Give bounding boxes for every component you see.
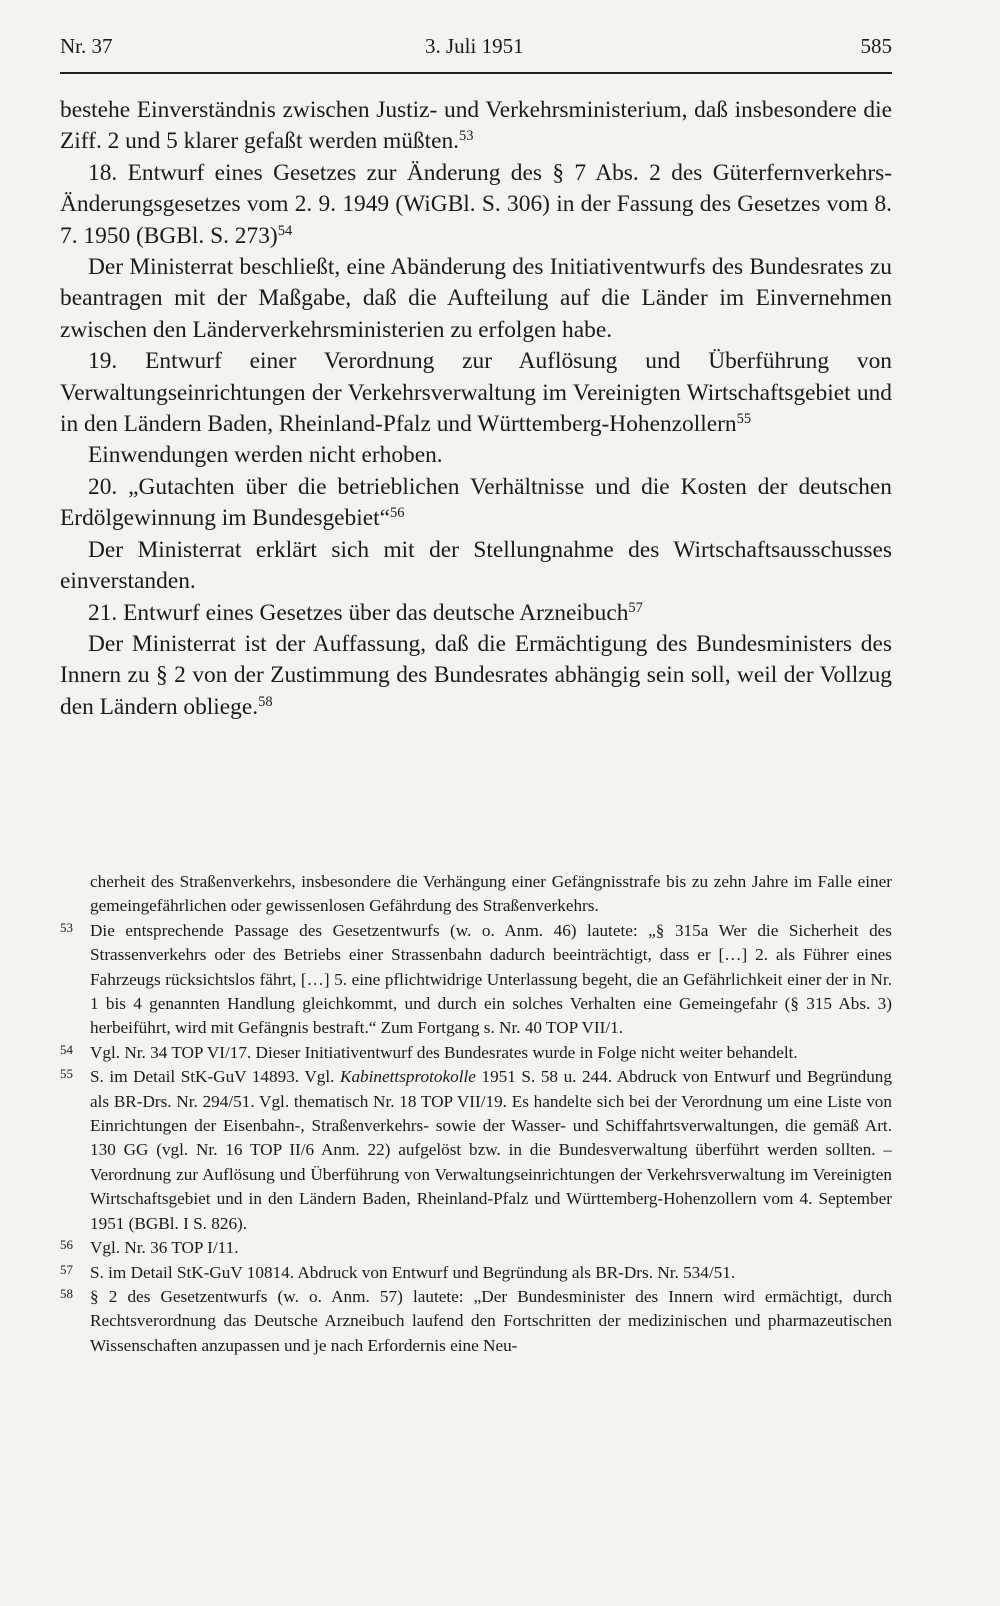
footnote-number: 54 bbox=[60, 1041, 73, 1057]
footnote-57 bbox=[60, 1261, 892, 1285]
footnote-56 bbox=[60, 1236, 892, 1260]
agenda-item-20-decision: Der Ministerrat erklärt sich mit der Stellungnahme des Wirtschaftsausschusses einverstanden. bbox=[60, 536, 892, 595]
header-date: 3. Juli 1951 bbox=[425, 34, 524, 58]
agenda-item-19-decision: Einwendungen werden nicht erhoben. bbox=[88, 442, 443, 469]
footnote-ref: 54 bbox=[277, 222, 293, 239]
footnote-italic-title: Kabinettsprotokolle bbox=[340, 1067, 476, 1087]
paragraph bbox=[60, 95, 892, 158]
footnote-continuation: cherheit des Straßenverkehrs, insbesondere die Verhängung einer Gefängnisstrafe bis zu zehn Jahre im Falle einer gemeingefährlichen oder gewissenlosen Gefährdung des Straßenverkehrs. bbox=[90, 872, 892, 916]
footnote-number: 57 bbox=[60, 1261, 73, 1277]
footnote-ref: 57 bbox=[628, 599, 643, 616]
agenda-item-18-decision: Der Ministerrat beschließt, eine Abänderung des Initiativentwurfs des Bundesrates zu beantragen mit der Maßgabe, daß die Aufteilung auf die Länder im Einvernehmen zwischen den Länderverkehrsministerien zu erfolgen habe. bbox=[60, 254, 892, 343]
footnote-text: Vgl. Nr. 36 TOP I/11. bbox=[90, 1238, 239, 1258]
footnote-text: 1951 S. 58 u. 244. Abdruck von Entwurf und Begründung als BR-Drs. Nr. 294/51. Vgl. thematisch Nr. 18 TOP VII/19. Es handelte sich bei der Verordnung um eine Liste von Einrichtungen der Eisenbahn-, Straßenverkehrs- sowie der Wasser- und Schiffahrtsverwaltungen, die gemäß Art. 130 GG (vgl. Nr. 16 TOP II/6 Anm. 22) aufgelöst bzw. in die Bundesverwaltung überführt werden sollten. – Verordnung zur Auflösung und Überführung von Verwaltungseinrichtungen der Verkehrsverwaltung im Vereinigten Wirtschaftsgebiet und in den Ländern Baden, Rheinland-Pfalz und Württemberg-Hohenzollern vom 4. September 1951 (BGBl. I S. 826). bbox=[90, 1067, 892, 1233]
footnote-number: 58 bbox=[60, 1285, 73, 1301]
agenda-item-18 bbox=[60, 158, 892, 252]
footnote-58 bbox=[60, 1285, 892, 1358]
agenda-item-21-decision bbox=[60, 629, 892, 723]
footnote-54 bbox=[60, 1041, 892, 1065]
agenda-item-19 bbox=[60, 346, 892, 440]
footnote-text: S. im Detail StK-GuV 14893. Vgl. bbox=[90, 1067, 340, 1087]
agenda-item-title: 21. Entwurf eines Gesetzes über das deutsche Arzneibuch bbox=[88, 599, 629, 626]
paragraph-text: bestehe Einverständnis zwischen Justiz- und Verkehrsministerium, daß insbesondere die Ziff. 2 und 5 klarer gefaßt werden müßten. bbox=[60, 97, 892, 155]
running-header bbox=[60, 34, 892, 70]
footnote-ref: 53 bbox=[459, 128, 474, 145]
footnote-ref: 56 bbox=[390, 505, 405, 522]
footnote-text: Die entsprechende Passage des Gesetzentwurfs (w. o. Anm. 46) lautete: „§ 315a Wer die Sicherheit des Strassenverkehrs oder des Betriebs einer Strassenbahn dadurch beeinträchtigt, dass er […] 2. als Führer eines Fahrzeugs rücksichtslos fährt, […] 5. eine pflichtwidrige Unterlassung begeht, die an Gefährlichkeit einer der in Nr. 1 bis 4 genannten Handlung gleichkommt, und durch ein solches Verhalten eine Gemeingefahr (§ 315 Abs. 3) herbeiführt, wird mit Gefängnis bestraft.“ Zum Fortgang s. Nr. 40 TOP VII/1. bbox=[90, 920, 892, 1038]
footnotes bbox=[60, 870, 892, 1358]
footnote-55 bbox=[60, 1065, 892, 1236]
header-rule bbox=[60, 72, 892, 74]
footnote-text: S. im Detail StK-GuV 10814. Abdruck von Entwurf und Begründung als BR-Drs. Nr. 534/51. bbox=[90, 1262, 736, 1282]
footnote-53 bbox=[60, 919, 892, 1041]
agenda-item-20 bbox=[60, 472, 892, 535]
footnote-text: Vgl. Nr. 34 TOP VI/17. Dieser Initiativentwurf des Bundesrates wurde in Folge nicht weiter behandelt. bbox=[90, 1042, 798, 1062]
footnote-ref: 55 bbox=[736, 411, 752, 428]
footnote-number: 53 bbox=[60, 919, 73, 935]
agenda-item-title: 20. „Gutachten über die betrieblichen Verhältnisse und die Kosten der deutschen Erdölgewinnung im Bundesgebiet“ bbox=[60, 473, 892, 532]
agenda-item-title: 19. Entwurf einer Verordnung zur Auflösung und Überführung von Verwaltungseinrichtungen der Verkehrsverwaltung im Vereinigten Wirtschaftsgebiet und in den Ländern Baden, Rheinland-Pfalz und Württemberg-Hohenzollern bbox=[60, 348, 892, 438]
main-text bbox=[60, 95, 892, 723]
footnote-ref: 58 bbox=[258, 693, 273, 710]
footnote-text: § 2 des Gesetzentwurfs (w. o. Anm. 57) lautete: „Der Bundesminister des Innern wird ermächtigt, durch Rechtsverordnung das Deutsche Arzneibuch laufend den Fortschritten der medizinischen und pharmazeutischen Wissenschaften anzupassen und je nach Erfordernis eine Neu- bbox=[90, 1286, 892, 1355]
decision-text: Der Ministerrat ist der Auffassung, daß die Ermächtigung des Bundesministers des Innern zu § 2 von der Zustimmung des Bundesrates abhängig sein soll, weil der Vollzug den Ländern obliege. bbox=[60, 630, 892, 720]
agenda-item-title: 18. Entwurf eines Gesetzes zur Änderung des § 7 Abs. 2 des Güterfernverkehrs-Änderungsgesetzes vom 2. 9. 1949 (WiGBl. S. 306) in der Fassung des Gesetzes vom 8. 7. 1950 (BGBl. S. 273) bbox=[60, 159, 892, 249]
agenda-item-21 bbox=[60, 598, 892, 629]
footnote-number: 55 bbox=[60, 1066, 73, 1082]
footnote-number: 56 bbox=[60, 1237, 73, 1253]
page-number: 585 bbox=[860, 34, 892, 58]
issue-number: Nr. 37 bbox=[60, 34, 113, 58]
